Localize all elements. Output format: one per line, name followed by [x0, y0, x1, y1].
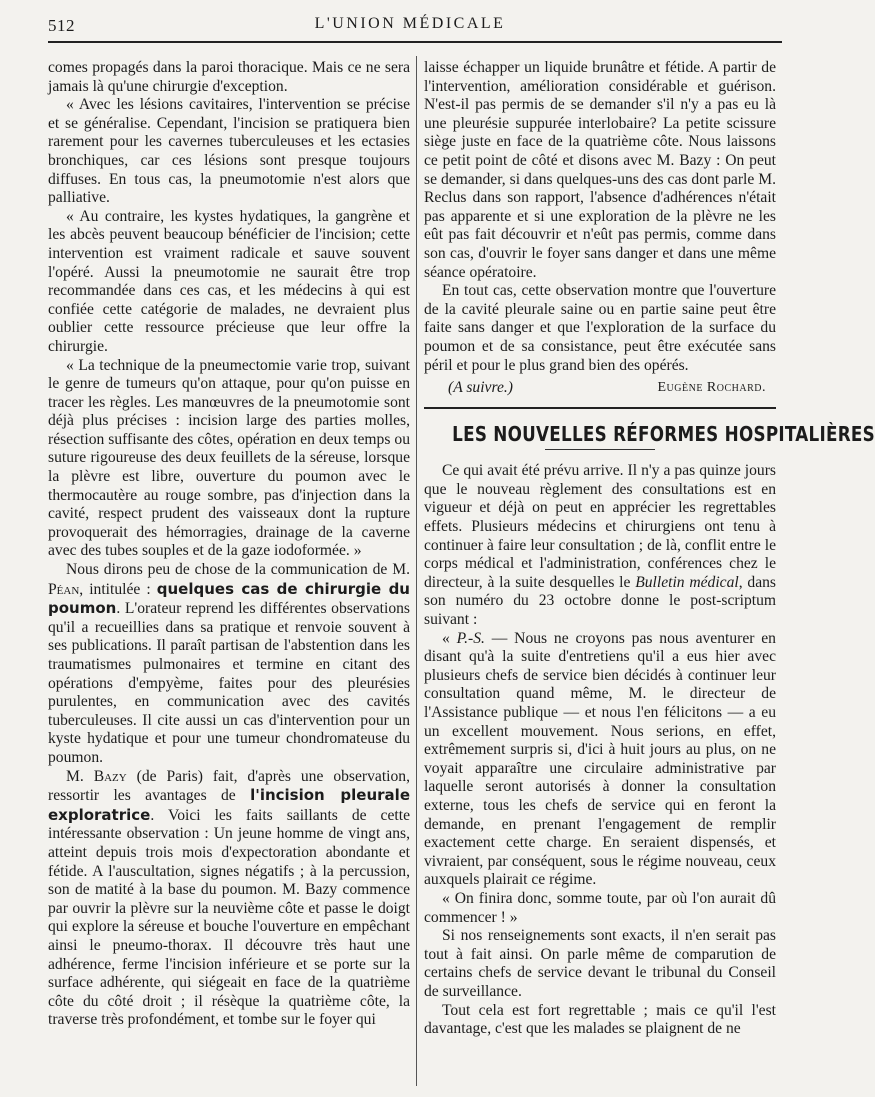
paragraph-bazy: [48, 768, 410, 1030]
to-follow: (A suivre.): [448, 379, 513, 397]
section-rule: [424, 407, 776, 409]
paragraph-quote: [424, 630, 776, 890]
bold-title: quelques cas de chirurgie du poumon: [48, 579, 410, 618]
paragraph: comes propagés dans la paroi thoracique. Mais ce ne sera jamais là qu'une chirurgie d'exception.: [48, 59, 410, 95]
text: Nous dirons peu de chose de la communication de M.: [66, 561, 410, 579]
paragraph: Si nos renseignements sont exacts, il n'en serait pas tout à fait ainsi. On parle même de comparution de certains chefs de service devant le tribunal du Conseil de surveillance.: [424, 927, 776, 1000]
journal-title: Bulletin médical: [635, 573, 739, 591]
text: (de Paris) fait, d'après une observation, ressortir les avantages de: [48, 767, 410, 805]
author-name: Péan: [48, 580, 80, 598]
text: , intitulée :: [79, 580, 157, 598]
text: . Voici les faits saillants de cette intéressante observation : Un jeune homme de vingt ans, atteint depuis trois mois d'expectoration abondante et fétide. A l'auscultation, signes négatifs ; à la percussion, son de matité à la base du poumon. M. Bazy commence par ouvrir la plèvre sur la neuvième côte et passe le doigt qui explore la séreuse et bouche l'ouverture en empêchant ainsi le pneumo-thorax. Il découvre très haut une adhérence, ferme l'incision inférieure et se porte sur la surface adhérente, qui siégeait en face de la quatrième côte du côté droit ; il résèque la quatrième côte, la traverse très profondément, et tombe sur le foyer qui: [48, 806, 410, 1029]
text: — Nous ne croyons pas nous aventurer en disant qu'à la suite d'entretiens qu'il a eus hier avec plusieurs chefs de service bien décidés à continuer leur consultation quand même, M. le directeur de l'Assistance publique — et nous l'en félicitons — a eu un excellent mouvement. Nous serions, en effet, extrêmement surpris si, d'ici à huit jours au plus, on ne voyait apparaître une circulaire administrative par laquelle seront autorisés à donner la consultation externe, tous les chefs de service qui en feront la demande, en prenant l'engagement de remplir exactement cette charge. En seraient dispensés, et vivraient, par conséquent, sous le régime nouveau, ceux auxquels plairait ce régime.: [424, 629, 776, 889]
signature-line: [424, 379, 776, 398]
running-title: L'UNION MÉDICALE: [314, 15, 506, 32]
text: , dans son numéro du 23 octobre donne le post-scriptum suivant :: [424, 573, 776, 629]
header-rule: [48, 41, 782, 43]
page-header: [48, 8, 772, 38]
bold-title: l'incision pleurale exploratrice: [48, 786, 410, 824]
section-title: LES NOUVELLES RÉFORMES HOSPITALIÈRES: [452, 421, 875, 446]
paragraph: [424, 462, 776, 629]
author-name: Bazy: [93, 767, 127, 785]
paragraph: « On finira donc, somme toute, par où l'on aurait dû commencer ! »: [424, 889, 776, 926]
text: «: [442, 629, 457, 647]
column-divider: [416, 56, 417, 1086]
text: M.: [66, 767, 94, 785]
left-column: [48, 59, 410, 1030]
paragraph: « La technique de la pneumectomie varie trop, suivant le genre de tumeurs qu'on attaque, pour qu'on puisse en tracer les règles. Les manœuvres de la pneumotomie sont déjà plus précises : incision large des parties molles, résection suffisante des côtes, opération en deux temps ou suture rigoureuse des deux feuillets de la séreuse, lorsque la plèvre est libre, ouverture du poumon avec le thermocautère au rouge sombre, pas d'injection dans la cavité, respect prudent des vaisseaux dont la rupture provoquerait des hémorragies, drainage de la caverne avec des tubes souples et de la gaze iodoformée. »: [48, 356, 410, 560]
paragraph: « Avec les lésions cavitaires, l'intervention se précise et se généralise. Cependant, l'incision se pratiquera bien rarement pour les cavernes tuberculeuses et les ectasies bronchiques, car ces lésions sont presque toujours diffuses. En tous cas, la pneumotomie n'est alors que palliative.: [48, 96, 410, 207]
page-number: 512: [48, 16, 75, 35]
paragraph: laisse échapper un liquide brunâtre et fétide. A partir de l'intervention, amélioration considérable et guérison. N'est-il pas permis de se demander s'il n'y a pas eu là une pleurésie suppurée interlobaire? La petite scissure siège juste en face de la quatrième côte. Nous laissons ce petit point de côté et disons avec M. Bazy : On peut se demander, si dans quelques-uns des cas dont parle M. Reclus dans son rapport, l'absence d'adhérences n'était pas apparente et si une exploration de la plèvre ne les eût pas fait découvrir et n'eût pas permis, comme dans son cas, d'ouvrir le foyer sans danger et dans une même séance opératoire.: [424, 59, 776, 281]
paragraph: En tout cas, cette observation montre que l'ouverture de la cavité pleurale saine ou en partie saine peut être faite sans danger et que l'exploration de la surface du poumon et de sa consistance, peut être exécutée sans péril et pour le plus grand bien des opérés.: [424, 282, 776, 374]
postscript-label: P.-S.: [456, 629, 485, 647]
text: . L'orateur reprend les différentes observations qu'il a recueillies dans sa pratique et renvoie souvent à ses publications. Il paraît partisan de l'abstention dans les traumatismes pulmonaires et termine en citant des opérations d'empyème, faites pour des pleurésies purulentes, en communication avec des cavités tuberculeuses. Il cite aussi un cas d'intervention pour un kyste hydatique et pour une tumeur chondromateuse du poumon.: [48, 600, 410, 766]
title-rule: [545, 449, 655, 450]
author-signature: Eugène Rochard.: [657, 380, 766, 396]
paragraph: Tout cela est fort regrettable ; mais ce qu'il l'est davantage, c'est que les malades se plaignent de ne: [424, 1001, 776, 1038]
text: Ce qui avait été prévu arrive. Il n'y a pas quinze jours que le nouveau règlement des consultations est en vigueur et déjà on peut en apprécier les regrettables effets. Plusieurs médecins et chirurgiens ont tenu à continuer à faire leur consultation ; de là, conflit entre le corps médical et l'administration, conférences chez le directeur, à la suite desquelles le: [424, 462, 776, 591]
paragraph: « Au contraire, les kystes hydatiques, la gangrène et les abcès peuvent beaucoup bénéficier de l'incision; cette intervention est vraiment radicale et sauve souvent l'opéré. Aussi la pneumotomie ne saurait être trop recommandée dans ces cas, et les médecins à qui est confiée cette catégorie de malades, ne devraient plus oublier cette ressource précieuse que leur offre la chirurgie.: [48, 207, 410, 355]
paragraph-pean: [48, 561, 410, 768]
right-column: [424, 59, 875, 1039]
